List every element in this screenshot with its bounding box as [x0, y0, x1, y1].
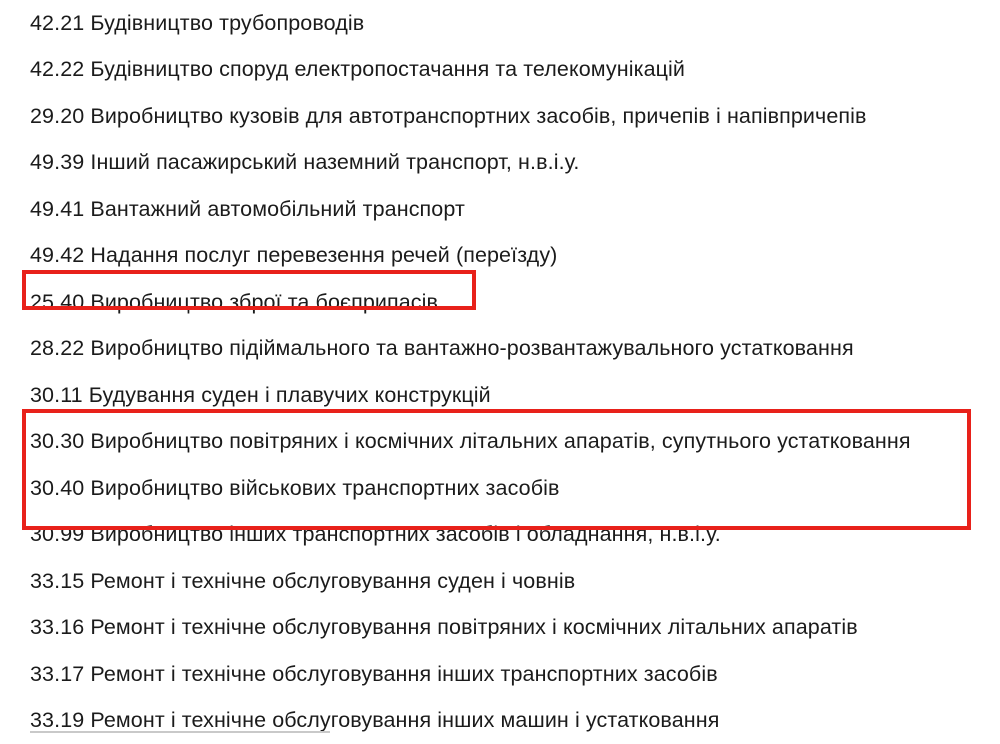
list-item [0, 605, 1000, 652]
code-entry-text: 33.17 Ремонт і технічне обслуговування інших транспортних засобів [30, 661, 718, 688]
list-item-highlighted [0, 512, 1000, 559]
list-item [0, 233, 1000, 280]
list-item [0, 186, 1000, 233]
code-entry-text: 42.22 Будівництво споруд електропостачання та телекомунікацій [30, 56, 685, 83]
list-item [0, 47, 1000, 94]
code-entry-text: 29.20 Виробництво кузовів для автотранспортних засобів, причепів і напівпричепів [30, 103, 867, 130]
code-entry-text: 49.41 Вантажний автомобільний транспорт [30, 196, 465, 223]
code-entry-text: 33.15 Ремонт і технічне обслуговування суден і човнів [30, 568, 575, 595]
code-entry-text: 49.42 Надання послуг перевезення речей (переїзду) [30, 242, 557, 269]
list-item [0, 558, 1000, 605]
list-item-highlighted [0, 419, 1000, 466]
code-entry-text: 30.30 Виробництво повітряних і космічних літальних апаратів, супутнього устатковання [30, 428, 911, 455]
code-entry-text: 30.11 Будування суден і плавучих конструкцій [30, 382, 491, 409]
code-entry-text: 42.21 Будівництво трубопроводів [30, 10, 364, 37]
list-item [0, 651, 1000, 698]
list-item-highlighted [0, 279, 1000, 326]
code-entry-text: 30.99 Виробництво інших транспортних засобів і обладнання, н.в.і.у. [30, 521, 721, 548]
list-item [0, 93, 1000, 140]
code-entry-text: 25.40 Виробництво зброї та боєприпасів [30, 289, 438, 316]
list-item [0, 140, 1000, 187]
code-entry-text: 28.22 Виробництво підіймального та вантажно-розвантажувального устатковання [30, 335, 854, 362]
list-item [0, 0, 1000, 47]
code-entry-text: 30.40 Виробництво військових транспортних засобів [30, 475, 560, 502]
page-bottom-edge [30, 731, 330, 738]
list-item [0, 326, 1000, 373]
list-item-highlighted [0, 465, 1000, 512]
list-item [0, 372, 1000, 419]
code-entry-text: 49.39 Інший пасажирський наземний транспорт, н.в.і.у. [30, 149, 579, 176]
code-entry-text: 33.19 Ремонт і технічне обслуговування інших машин і устатковання [30, 707, 719, 734]
code-entry-text: 33.16 Ремонт і технічне обслуговування повітряних і космічних літальних апаратів [30, 614, 858, 641]
